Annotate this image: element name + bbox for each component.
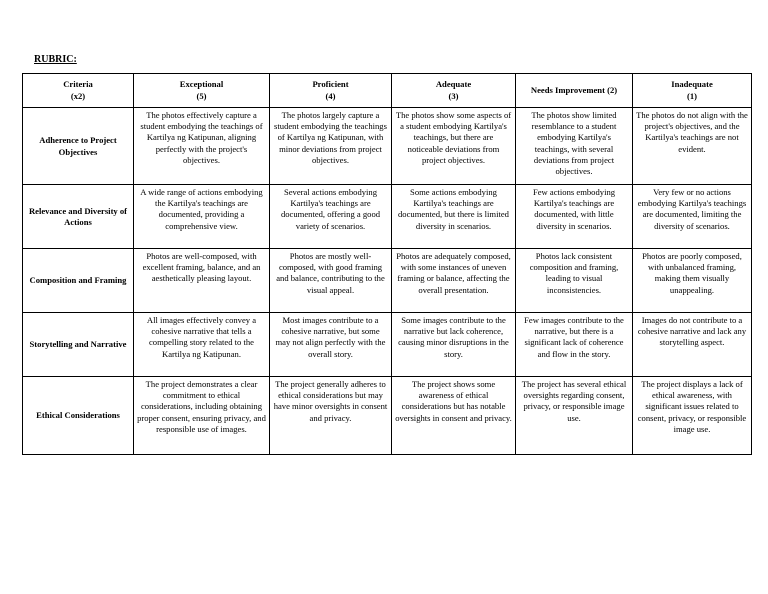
header-criteria-title: Criteria <box>63 79 93 90</box>
rubric-cell: Most images contribute to a cohesive narrative, but some may not align perfectly with the overall story. <box>270 313 392 377</box>
rubric-cell: Some actions embodying Kartilya's teachings are documented, but there is limited diversity in scenarios. <box>392 185 516 249</box>
header-inadequate <box>633 74 752 108</box>
header-proficient-sub: (4) <box>325 90 336 101</box>
criterion-cell: Ethical Considerations <box>23 377 134 455</box>
table-row <box>23 377 752 455</box>
rubric-cell: Photos are poorly composed, with unbalanced framing, making them visually unappealing. <box>633 249 752 313</box>
header-adequate-title: Adequate <box>435 79 472 90</box>
rubric-cell: Photos are well-composed, with excellent framing, balance, and an aesthetically pleasing layout. <box>134 249 270 313</box>
rubric-cell: The photos do not align with the project's objectives, and the Kartilya's teachings are not evident. <box>633 108 752 185</box>
criterion-cell: Adherence to Project Objectives <box>23 108 134 185</box>
rubric-cell: The project shows some awareness of ethical considerations but has notable oversights in consent and privacy. <box>392 377 516 455</box>
header-criteria <box>23 74 134 108</box>
rubric-cell: Photos are adequately composed, with some instances of uneven framing or balance, affecting the overall presentation. <box>392 249 516 313</box>
rubric-cell: The photos show limited resemblance to a student embodying Kartilya's teachings, with several deviations from project objectives. <box>516 108 633 185</box>
header-row <box>23 74 752 108</box>
criterion-cell: Composition and Framing <box>23 249 134 313</box>
criterion-cell: Relevance and Diversity of Actions <box>23 185 134 249</box>
rubric-cell: Several actions embodying Kartilya's teachings are documented, offering a good variety of scenarios. <box>270 185 392 249</box>
table-row <box>23 313 752 377</box>
table-row <box>23 185 752 249</box>
criterion-cell: Storytelling and Narrative <box>23 313 134 377</box>
rubric-cell: Few images contribute to the narrative, but there is a significant lack of coherence and flow in the story. <box>516 313 633 377</box>
rubric-table <box>22 73 752 455</box>
header-inadequate-sub: (1) <box>686 90 698 101</box>
rubric-heading: RUBRIC: <box>34 54 77 65</box>
header-inadequate-title: Inadequate <box>671 79 713 90</box>
rubric-cell: The photos show some aspects of a student embodying Kartilya's teachings, but there are noticeable deviations from project objectives. <box>392 108 516 185</box>
rubric-cell: Photos lack consistent composition and framing, leading to visual inconsistencies. <box>516 249 633 313</box>
header-proficient <box>270 74 392 108</box>
table-row <box>23 108 752 185</box>
rubric-cell: The project generally adheres to ethical considerations but may have minor oversights in consent and privacy. <box>270 377 392 455</box>
rubric-cell: All images effectively convey a cohesive narrative that tells a compelling story related to the Kartilya ng Katipunan. <box>134 313 270 377</box>
header-adequate <box>392 74 516 108</box>
header-needs-improvement-title: Needs Improvement (2) <box>530 84 618 95</box>
header-needs-improvement <box>516 74 633 108</box>
header-adequate-sub: (3) <box>448 90 459 101</box>
header-exceptional-title: Exceptional <box>179 79 224 90</box>
rubric-cell: The photos effectively capture a student embodying the teachings of Kartilya ng Katipunan, aligning perfectly with the project's objectives. <box>134 108 270 185</box>
rubric-cell: Few actions embodying Kartilya's teachings are documented, with little diversity in scenarios. <box>516 185 633 249</box>
header-proficient-title: Proficient <box>312 79 349 90</box>
rubric-cell: The photos largely capture a student embodying the teachings of Kartilya ng Katipunan, with minor deviations from project objectives. <box>270 108 392 185</box>
rubric-cell: The project demonstrates a clear commitment to ethical considerations, including obtaining proper consent, ensuring privacy, and responsible use of images. <box>134 377 270 455</box>
header-exceptional <box>134 74 270 108</box>
rubric-cell: A wide range of actions embodying the Kartilya's teachings are documented, providing a comprehensive view. <box>134 185 270 249</box>
rubric-cell: The project displays a lack of ethical awareness, with significant issues related to consent, privacy, or responsible image use. <box>633 377 752 455</box>
header-criteria-sub: (x2) <box>70 90 86 101</box>
rubric-cell: Very few or no actions embodying Kartilya's teachings are documented, limiting the diversity of scenarios. <box>633 185 752 249</box>
rubric-cell: Some images contribute to the narrative but lack coherence, causing minor disruptions in the story. <box>392 313 516 377</box>
rubric-cell: The project has several ethical oversights regarding consent, privacy, or responsible image use. <box>516 377 633 455</box>
rubric-cell: Images do not contribute to a cohesive narrative and lack any storytelling aspect. <box>633 313 752 377</box>
rubric-cell: Photos are mostly well-composed, with good framing and balance, contributing to the visual appeal. <box>270 249 392 313</box>
table-row <box>23 249 752 313</box>
header-exceptional-sub: (5) <box>196 90 207 101</box>
